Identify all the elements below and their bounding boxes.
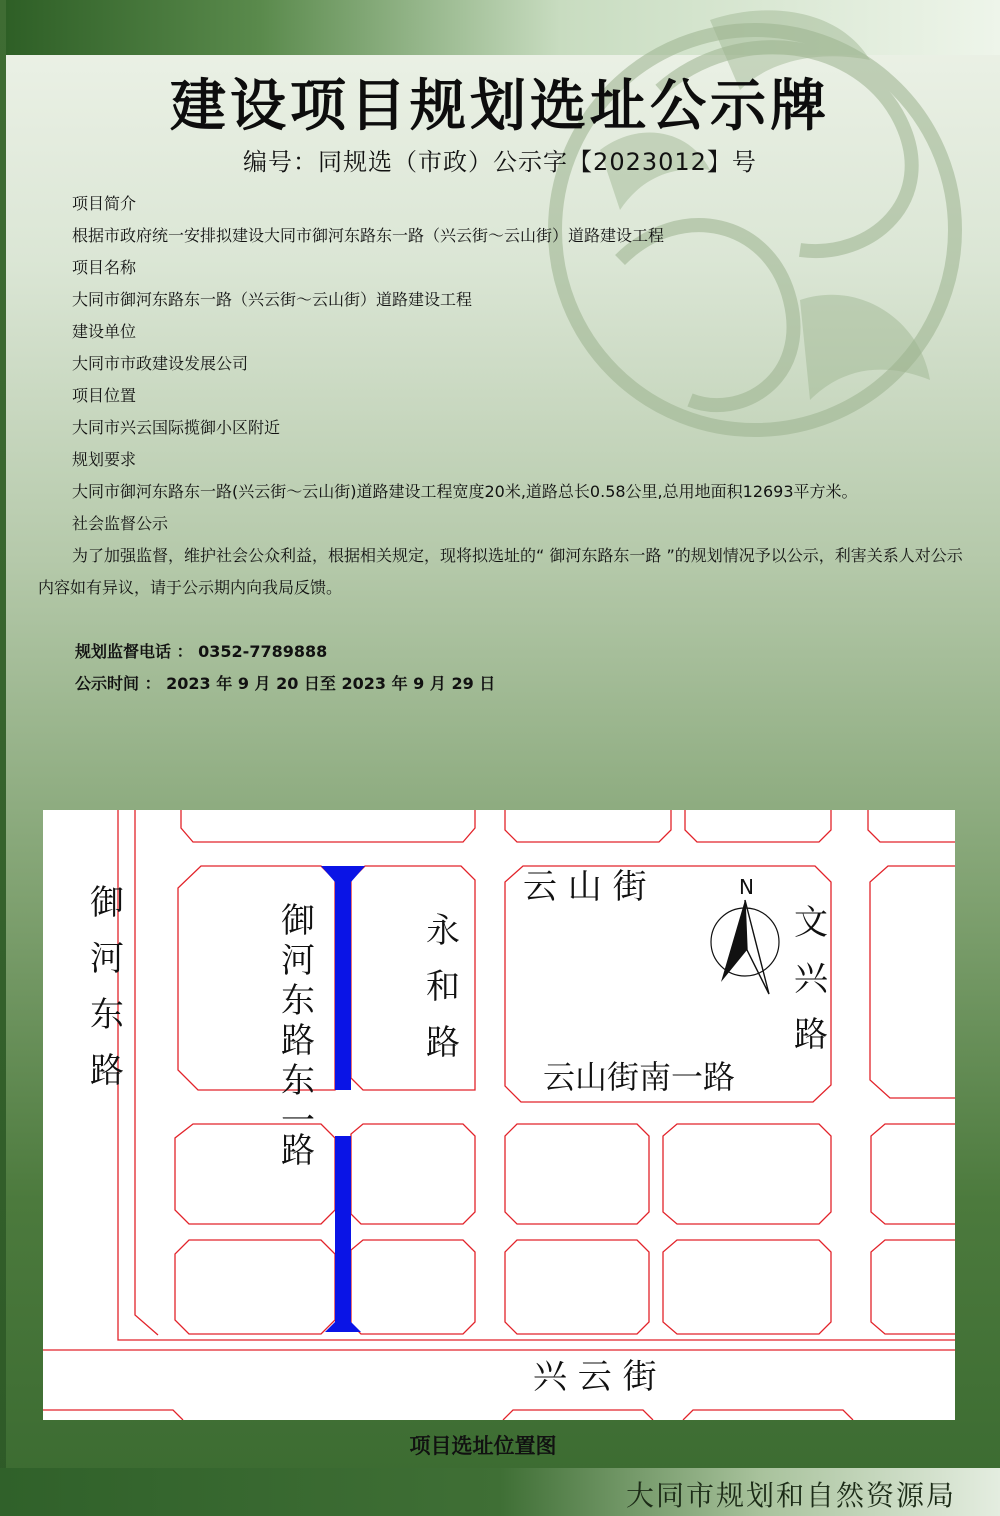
city-block (683, 1410, 853, 1420)
city-block (870, 866, 955, 1098)
city-block (503, 1410, 653, 1420)
notice-period: 公示时间 ： 2023 年 9 月 20 日至 2023 年 9 月 29 日 (75, 674, 496, 693)
city-block (663, 1124, 831, 1224)
map-canvas (43, 810, 955, 1420)
city-block (868, 810, 955, 842)
city-block (181, 810, 475, 842)
city-block (685, 810, 831, 842)
section-content: 大同市市政建设发展公司 (72, 354, 249, 373)
section-heading: 规划要求 (72, 450, 137, 469)
section-heading: 项目名称 (72, 258, 137, 277)
city-block (175, 1240, 335, 1334)
project-road-north (321, 866, 365, 1090)
site-location-map (43, 810, 955, 1420)
map-caption: 项目选址位置图 (409, 1434, 557, 1458)
north-arrow-icon (711, 900, 779, 994)
wenxing-road-label: 文兴路 (794, 903, 828, 1055)
north-label: N (739, 875, 754, 899)
issuing-organization: 大同市规划和自然资源局 (625, 1479, 956, 1512)
city-block (351, 1240, 475, 1334)
section-content: 大同市兴云国际揽御小区附近 (72, 418, 281, 437)
supervision-phone: 规划监督电话 ： 0352-7789888 (75, 642, 328, 661)
city-block (505, 1124, 649, 1224)
section-heading: 社会监督公示 (72, 514, 169, 533)
project-road-label: 御河东路东一路 (281, 901, 315, 1171)
yunshan-street-label: 云 山 街 (523, 867, 647, 907)
page-title: 建设项目规划选址公示牌 (170, 74, 830, 139)
city-block (663, 1240, 831, 1334)
left-edge-strip (0, 0, 6, 1516)
city-block (505, 810, 671, 842)
supervision-text: 为了加强监督，维护社会公众利益，根据相关规定，现将拟选址的“ 御河东路东一路 ”的规划情况予以公示，利害关系人对公示内容如有异议，请于公示期内向我局反馈。 (38, 546, 963, 597)
project-info (38, 188, 973, 604)
city-block (871, 1124, 955, 1224)
project-road-south (325, 1136, 361, 1332)
city-block (43, 1410, 183, 1420)
section-content: 根据市政府统一安排拟建设大同市御河东路东一路（兴云街～云山街）道路建设工程 (72, 226, 665, 245)
city-block (871, 1240, 955, 1334)
yuhe-east-road-label: 御河东路 (90, 883, 124, 1091)
section-content: 大同市御河东路东一路(兴云街～云山街)道路建设工程宽度20米,道路总长0.58公里,总用地面积12693平方米。 (72, 482, 858, 501)
section-heading: 项目位置 (72, 386, 137, 405)
xingyun-street-label: 兴 云 街 (533, 1357, 657, 1397)
section-content: 大同市御河东路东一路（兴云街～云山街）道路建设工程 (72, 290, 473, 309)
city-block (351, 1124, 475, 1224)
section-heading: 建设单位 (72, 322, 137, 341)
notice-number: 编号：同规选（市政）公示字【2023012】号 (243, 148, 757, 176)
city-block (505, 1240, 649, 1334)
section-heading: 项目简介 (72, 194, 137, 213)
contact-block (75, 636, 495, 700)
yunshan-south-1-label: 云山街南一路 (543, 1058, 736, 1096)
yuhe-road-edge (135, 810, 158, 1335)
yonghe-road-label: 永和路 (426, 911, 460, 1063)
